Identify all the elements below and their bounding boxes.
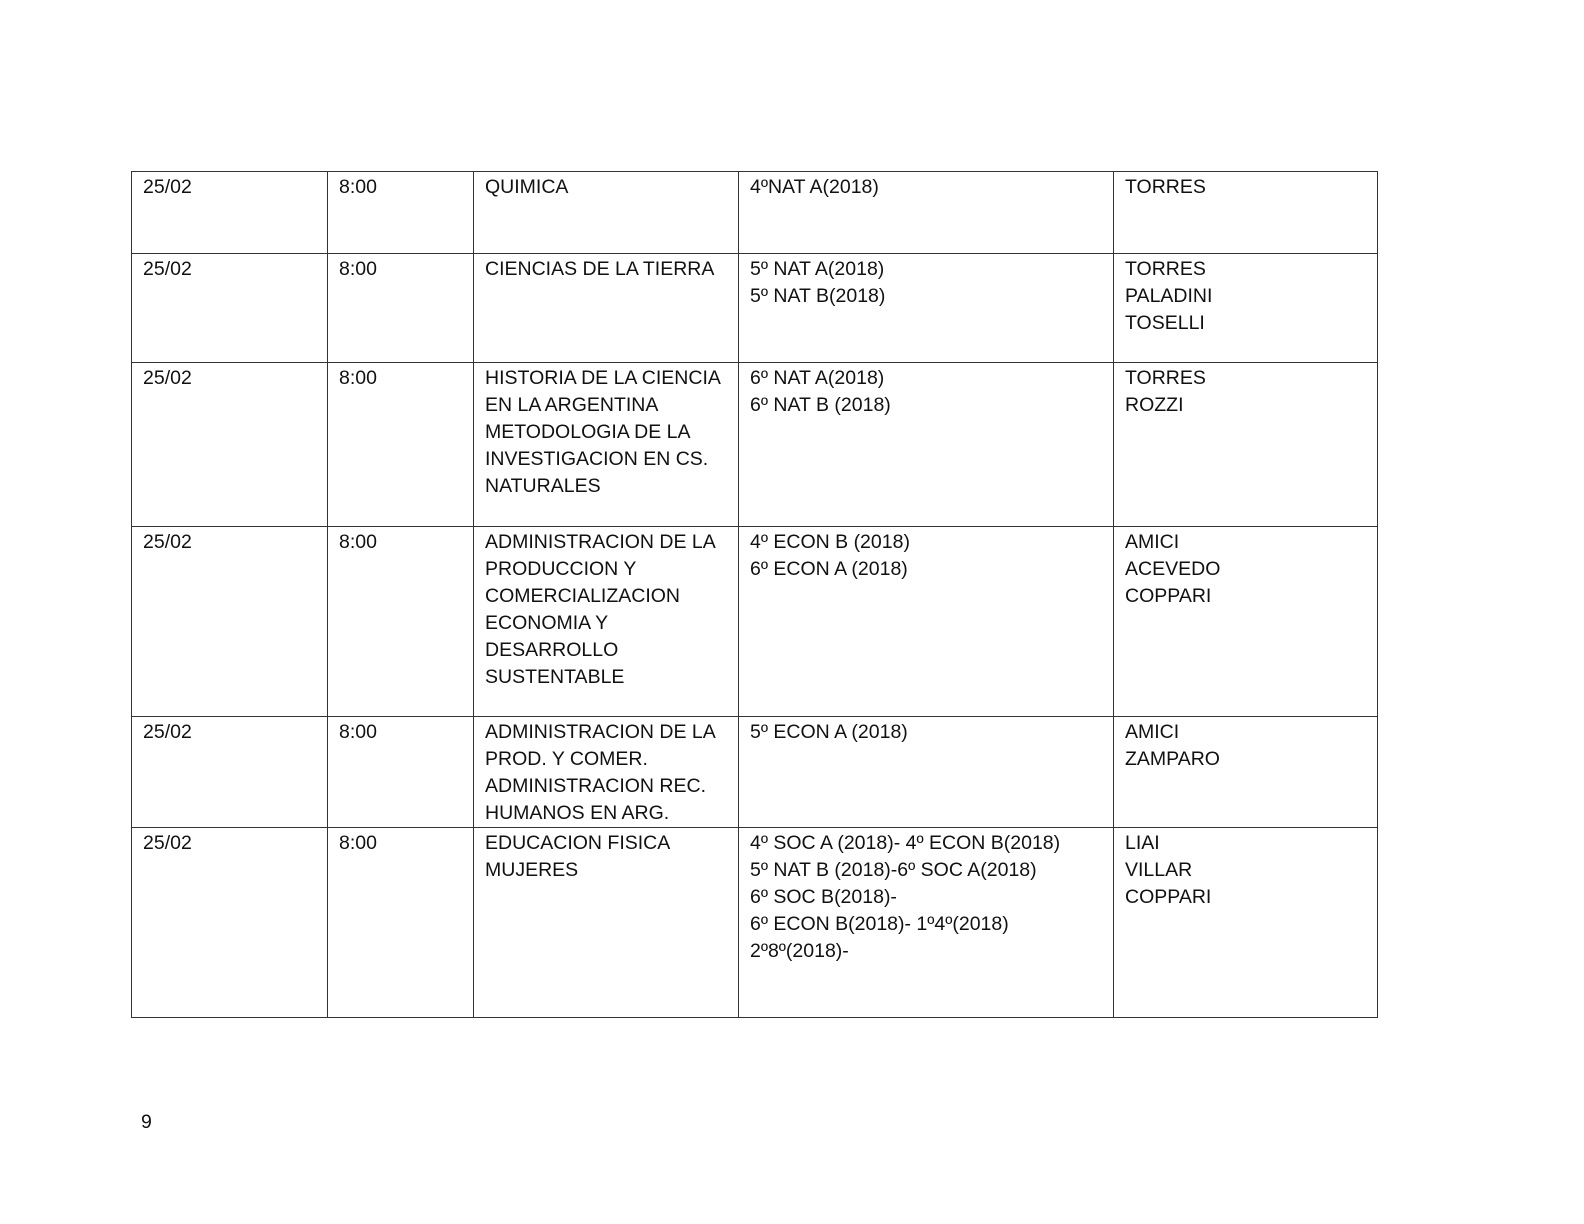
- time-text: 8:00: [339, 367, 377, 389]
- time-cell: [328, 363, 474, 527]
- course-line: 4º ECON B (2018): [750, 531, 910, 553]
- table-row: [132, 172, 1378, 254]
- subject-line: ECONOMIA Y: [485, 612, 609, 634]
- course-line: 2º8º(2018)-: [750, 940, 849, 962]
- subject-line: HUMANOS EN ARG.: [485, 802, 670, 824]
- teachers-cell: [1114, 717, 1378, 828]
- teacher-line: TORRES: [1125, 176, 1206, 198]
- page-number: 9: [141, 1111, 152, 1133]
- subject-line: EN LA ARGENTINA: [485, 394, 659, 416]
- date-text: 25/02: [143, 832, 192, 854]
- teacher-line: AMICI: [1125, 721, 1180, 743]
- time-text: 8:00: [339, 176, 377, 198]
- subject-line: INVESTIGACION EN CS.: [485, 448, 709, 470]
- subject-cell: [474, 717, 739, 828]
- course-line: 6º NAT B (2018): [750, 394, 891, 416]
- course-line: 6º ECON A (2018): [750, 558, 908, 580]
- subject-line: METODOLOGIA DE LA: [485, 421, 691, 443]
- teacher-line: TORRES: [1125, 367, 1206, 389]
- teachers-cell: [1114, 828, 1378, 1018]
- time-cell: [328, 254, 474, 363]
- course-line: 4º SOC A (2018)- 4º ECON B(2018): [750, 832, 1061, 854]
- courses-cell: [739, 527, 1114, 717]
- date-cell: [132, 828, 328, 1018]
- time-text: 8:00: [339, 258, 377, 280]
- time-cell: [328, 828, 474, 1018]
- subject-line: QUIMICA: [485, 176, 569, 198]
- course-line: 6º NAT A(2018): [750, 367, 885, 389]
- teacher-line: COPPARI: [1125, 585, 1212, 607]
- course-line: 5º ECON A (2018): [750, 721, 908, 743]
- subject-line: COMERCIALIZACION: [485, 585, 681, 607]
- time-cell: [328, 527, 474, 717]
- teacher-line: TORRES: [1125, 258, 1206, 280]
- subject-cell: [474, 828, 739, 1018]
- date-text: 25/02: [143, 721, 192, 743]
- teacher-line: LIAI: [1125, 832, 1160, 854]
- date-cell: [132, 254, 328, 363]
- time-cell: [328, 172, 474, 254]
- courses-cell: [739, 363, 1114, 527]
- subject-cell: [474, 527, 739, 717]
- date-text: 25/02: [143, 176, 192, 198]
- teachers-cell: [1114, 254, 1378, 363]
- table-row: [132, 254, 1378, 363]
- course-line: 5º NAT A(2018): [750, 258, 885, 280]
- subject-line: EDUCACION FISICA: [485, 832, 671, 854]
- date-text: 25/02: [143, 258, 192, 280]
- teachers-cell: [1114, 527, 1378, 717]
- time-cell: [328, 717, 474, 828]
- course-line: 5º NAT B (2018)-6º SOC A(2018): [750, 859, 1037, 881]
- subject-line: ADMINISTRACION DE LA: [485, 721, 716, 743]
- date-cell: [132, 717, 328, 828]
- courses-cell: [739, 717, 1114, 828]
- table-body: [132, 172, 1378, 1018]
- subject-line: SUSTENTABLE: [485, 666, 625, 688]
- time-text: 8:00: [339, 721, 377, 743]
- date-text: 25/02: [143, 531, 192, 553]
- subject-line: HISTORIA DE LA CIENCIA: [485, 367, 721, 389]
- subject-cell: [474, 172, 739, 254]
- subject-line: MUJERES: [485, 859, 579, 881]
- courses-cell: [739, 172, 1114, 254]
- subject-cell: [474, 254, 739, 363]
- date-text: 25/02: [143, 367, 192, 389]
- date-cell: [132, 172, 328, 254]
- teacher-line: AMICI: [1125, 531, 1180, 553]
- subject-line: NATURALES: [485, 475, 601, 497]
- table-row: [132, 527, 1378, 717]
- teacher-line: ROZZI: [1125, 394, 1184, 416]
- course-line: 4ºNAT A(2018): [750, 176, 879, 198]
- course-line: 6º SOC B(2018)-: [750, 886, 897, 908]
- teachers-cell: [1114, 363, 1378, 527]
- teacher-line: TOSELLI: [1125, 312, 1205, 334]
- teacher-line: COPPARI: [1125, 886, 1212, 908]
- time-text: 8:00: [339, 531, 377, 553]
- exam-schedule-table: [131, 171, 1378, 1018]
- date-cell: [132, 363, 328, 527]
- teachers-cell: [1114, 172, 1378, 254]
- course-line: 6º ECON B(2018)- 1º4º(2018): [750, 913, 1009, 935]
- table-row: [132, 363, 1378, 527]
- teacher-line: ACEVEDO: [1125, 558, 1221, 580]
- teacher-line: VILLAR: [1125, 859, 1193, 881]
- time-text: 8:00: [339, 832, 377, 854]
- course-line: 5º NAT B(2018): [750, 285, 886, 307]
- table-row: [132, 717, 1378, 828]
- subject-line: DESARROLLO: [485, 639, 619, 661]
- courses-cell: [739, 828, 1114, 1018]
- teacher-line: PALADINI: [1125, 285, 1213, 307]
- date-cell: [132, 527, 328, 717]
- subject-line: ADMINISTRACION REC.: [485, 775, 707, 797]
- courses-cell: [739, 254, 1114, 363]
- subject-line: PROD. Y COMER.: [485, 748, 648, 770]
- subject-cell: [474, 363, 739, 527]
- teacher-line: ZAMPARO: [1125, 748, 1220, 770]
- table-row: [132, 828, 1378, 1018]
- subject-line: ADMINISTRACION DE LA: [485, 531, 716, 553]
- subject-line: CIENCIAS DE LA TIERRA: [485, 258, 715, 280]
- subject-line: PRODUCCION Y: [485, 558, 637, 580]
